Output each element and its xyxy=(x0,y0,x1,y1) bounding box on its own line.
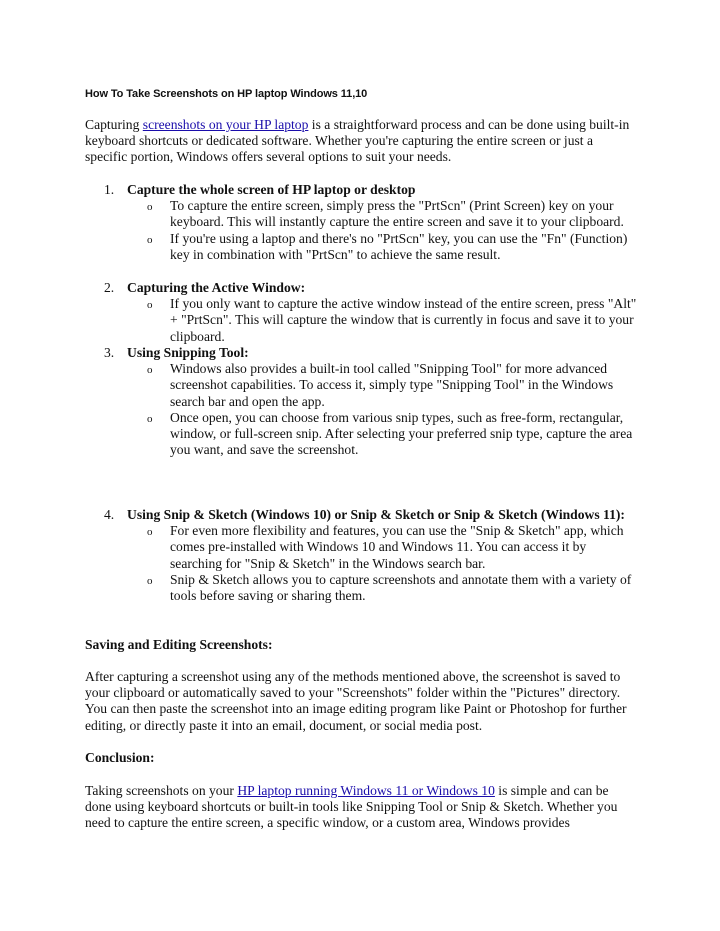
saving-paragraph: After capturing a screenshot using any of the methods mentioned above, the screenshot is saved to your clipboard or automatically saved to your "Screenshots" folder within the "Pictures" directory. You can then paste the screenshot into an image editing program like Paint or Photoshop for further editing, or directly paste it into an email, document, or social media post. xyxy=(85,669,627,733)
section-number: 1. xyxy=(104,182,115,197)
section-1 xyxy=(85,182,637,263)
bullet-icon: o xyxy=(147,233,153,246)
intro-text-after: is a straightforward process and can be done using built-in keyboard shortcuts or dedicated software. Whether you're capturing the entire screen or just a specific portion, Windows offers several options to suit your needs. xyxy=(85,117,630,165)
section-heading: Capture the whole screen of HP laptop or desktop xyxy=(127,182,416,197)
section-number: 4. xyxy=(104,507,115,522)
section-4 xyxy=(85,507,637,604)
intro-link[interactable]: screenshots on your HP laptop xyxy=(142,117,309,132)
list-item: o Windows also provides a built-in tool called "Snipping Tool" for more advanced screenshot capabilities. To access it, simply type "Snipping Tool" in the Windows search bar and open the app. xyxy=(147,361,614,409)
section-heading: Using Snip & Sketch (Windows 10) or Snip & Sketch or Snip & Sketch (Windows 11): xyxy=(127,507,625,522)
page-title: How To Take Screenshots on HP laptop Windows 11,10 xyxy=(85,88,368,100)
list-item: o If you're using a laptop and there's no "PrtScn" key, you can use the "Fn" (Function) key in combination with "PrtScn" to achieve the same result. xyxy=(147,230,628,262)
bullet-icon: o xyxy=(147,299,153,312)
saving-heading: Saving and Editing Screenshots: xyxy=(85,637,273,652)
conclusion-paragraph xyxy=(85,783,637,832)
list-item: o To capture the entire screen, simply press the "PrtScn" (Print Screen) key on your keyboard. This will instantly capture the entire screen and save it to your clipboard. xyxy=(147,198,624,230)
bullet-icon: o xyxy=(147,574,153,587)
list-item: o For even more flexibility and features, you can use the "Snip & Sketch" app, which comes pre-installed with Windows 10 and Windows 11. You can access it by searching for "Snip & Sketch" in the Windows search bar. xyxy=(147,523,624,571)
list-item: o Snip & Sketch allows you to capture screenshots and annotate them with a variety of tools before saving or sharing them. xyxy=(147,571,632,604)
conclusion-text-after: is simple and can be done using keyboard shortcuts or built-in tools like Snipping Tool or Snip & Sketch. Whether you need to capture the entire screen, a specific window, or a custom area, Windows provides xyxy=(85,783,618,831)
section-heading: Using Snipping Tool: xyxy=(127,345,249,360)
list-item: o If you only want to capture the active window instead of the entire screen, press "Alt" + "PrtScn". This will capture the window that is currently in focus and save it to your clipboard. xyxy=(147,296,637,344)
intro-paragraph xyxy=(85,117,637,166)
bullet-icon: o xyxy=(147,526,153,539)
conclusion-heading: Conclusion: xyxy=(85,750,155,765)
bullet-icon: o xyxy=(147,201,153,214)
section-3 xyxy=(85,345,637,458)
section-heading: Capturing the Active Window: xyxy=(127,280,306,295)
section-number: 2. xyxy=(104,280,115,295)
intro-text-before: Capturing xyxy=(85,117,143,132)
section-2 xyxy=(85,280,637,345)
section-number: 3. xyxy=(104,345,115,360)
bullet-icon: o xyxy=(147,364,153,377)
conclusion-text-before: Taking screenshots on your xyxy=(85,783,238,798)
list-item: o Once open, you can choose from various snip types, such as free-form, rectangular, window, or full-screen snip. After selecting your preferred snip type, capture the area you want, and save the screenshot. xyxy=(147,409,633,458)
bullet-icon: o xyxy=(147,412,153,425)
conclusion-link[interactable]: HP laptop running Windows 11 or Windows 10 xyxy=(237,783,495,798)
